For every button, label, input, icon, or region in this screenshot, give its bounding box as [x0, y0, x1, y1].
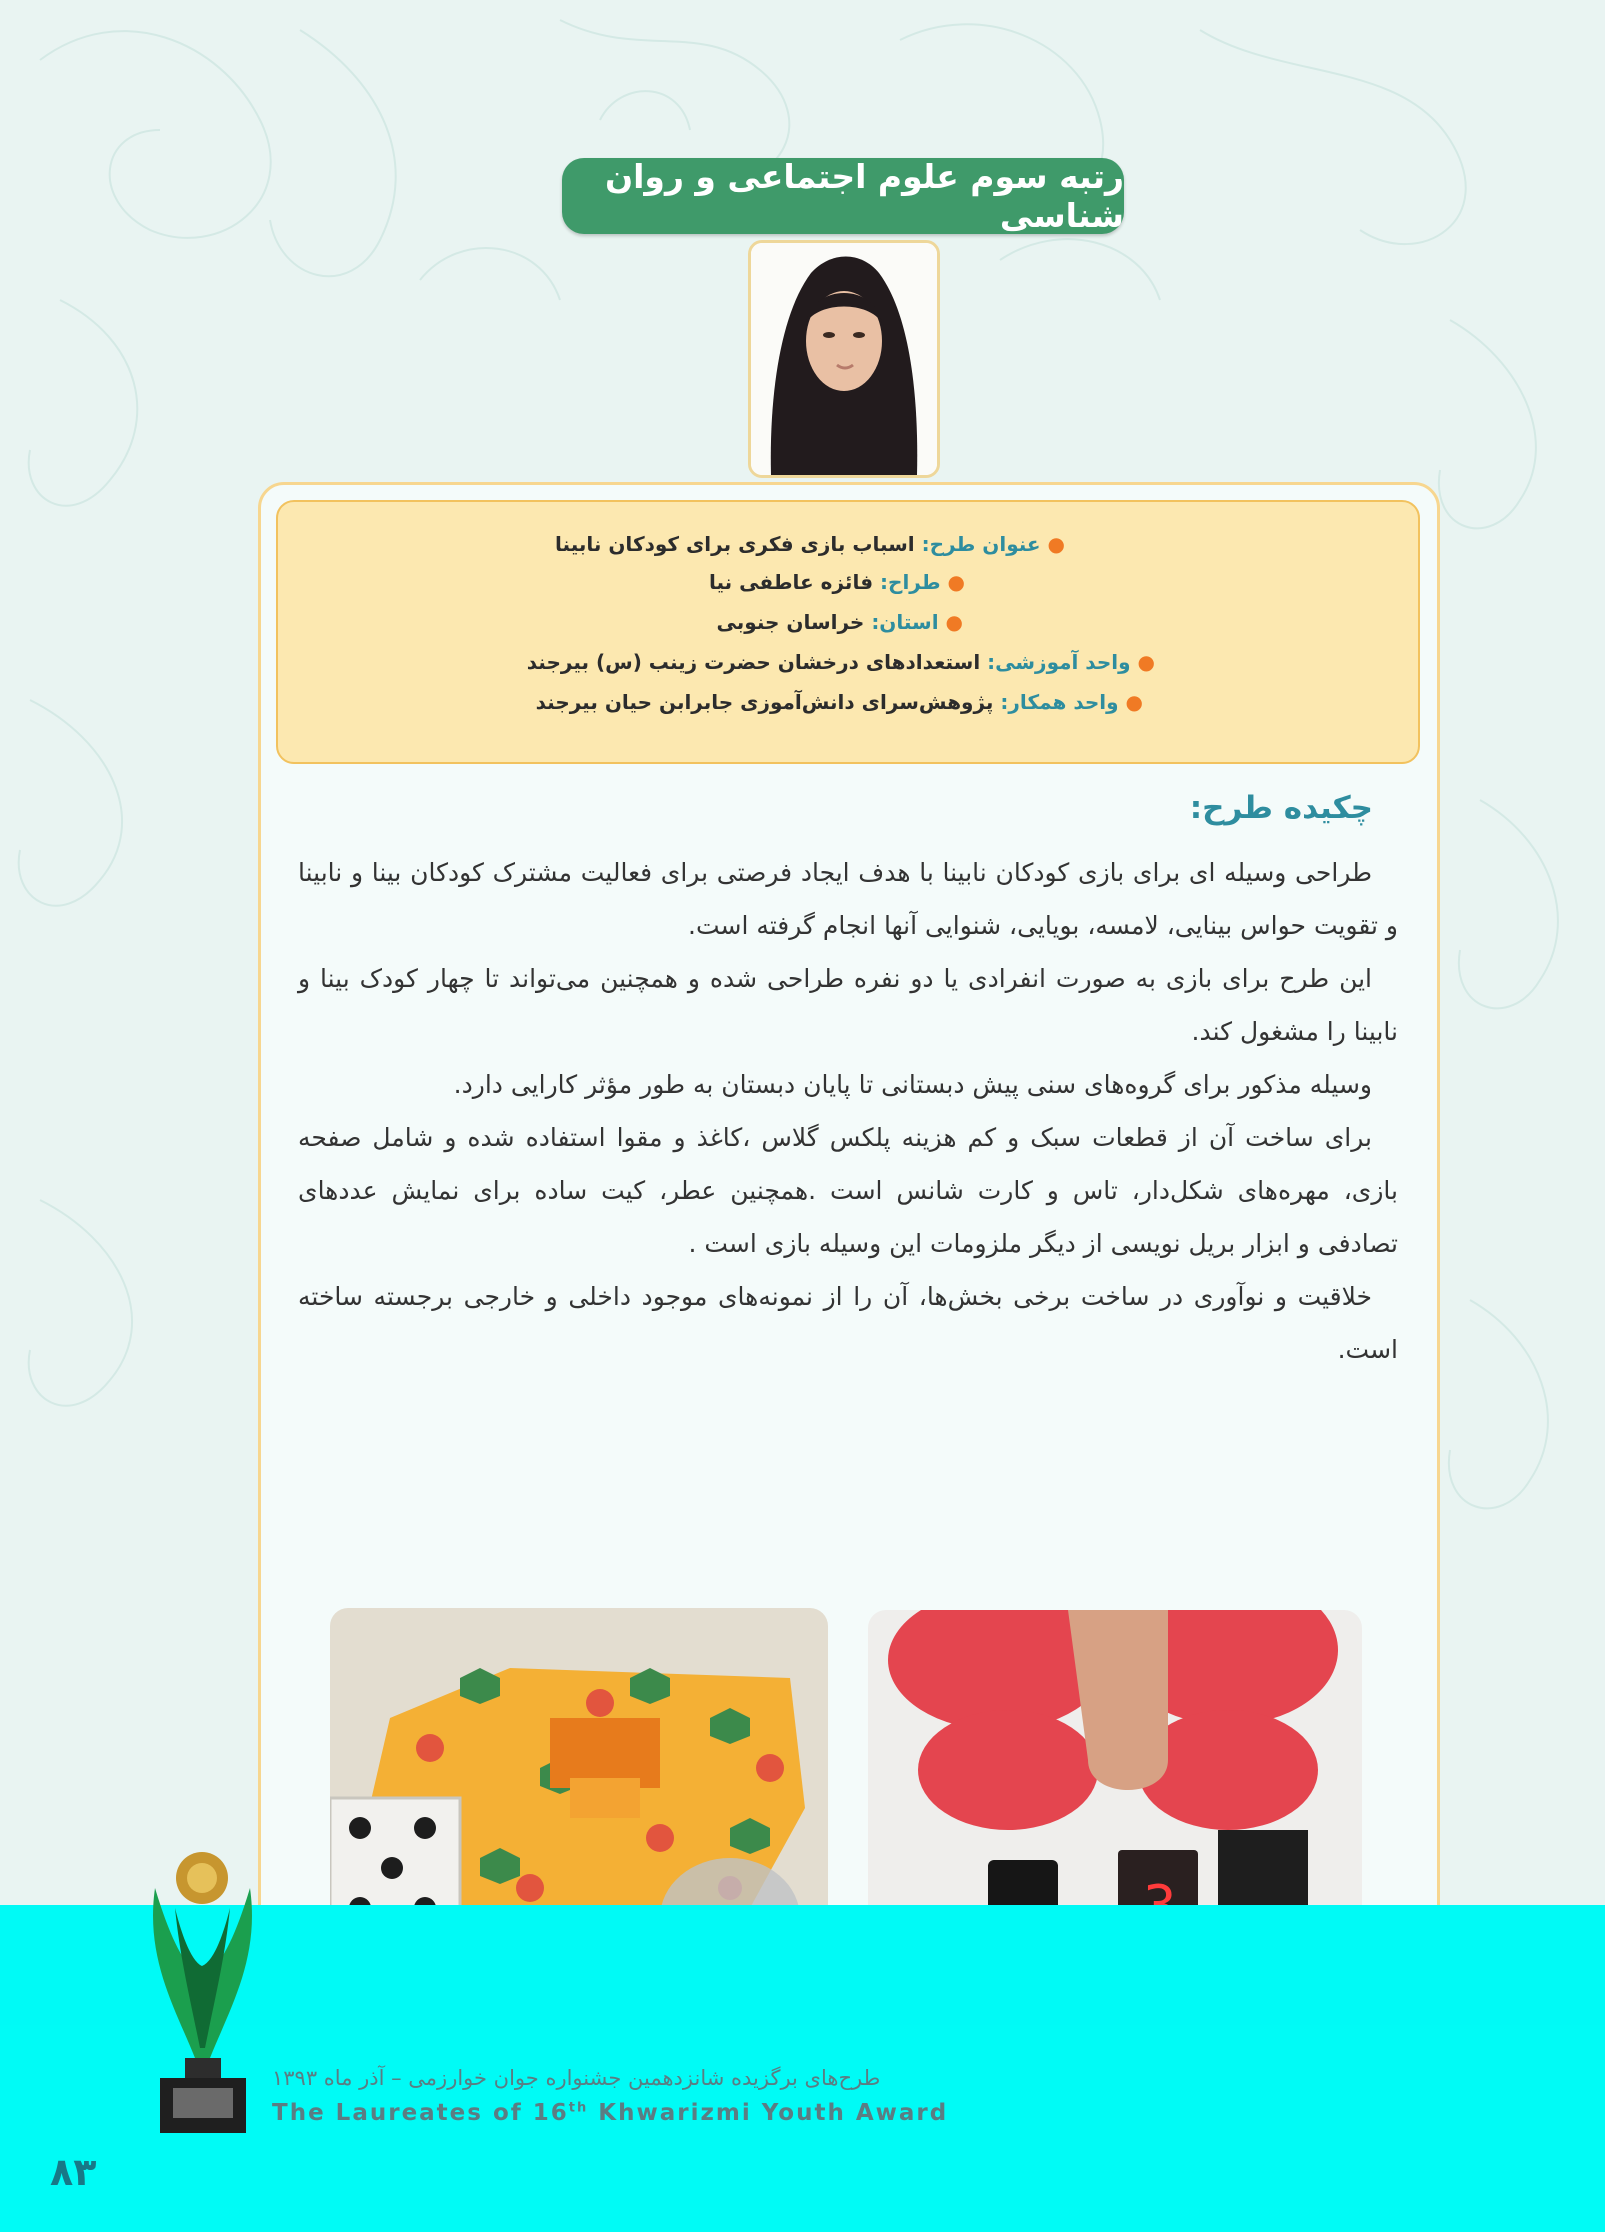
abstract-paragraph: خلاقیت و نوآوری در ساخت برخی بخش‌ها، آن را از نمونه‌های موجود داخلی و خارجی برجسته ساخته است.: [298, 1282, 1398, 1364]
abstract-paragraph: وسیله مذکور برای گروه‌های سنی پیش دبستانی تا پایان دبستان به طور مؤثر کارایی دارد.: [453, 1070, 1372, 1099]
abstract-paragraph: برای ساخت آن از قطعات سبک و کم هزینه پلکس گلاس ،کاغذ و مقوا استفاده شده و شامل صفحه بازی، مهره‌های شکل‌دار، تاس و کارت شانس است .همچنین عطر، کیت ساده برای نمایش عددهای تصادفی و ابزار بریل نویسی از دیگر ملزومات این وسیله بازی است .: [298, 1123, 1398, 1258]
info-province: ● استان: خراسان جنوبی: [716, 610, 963, 634]
trophy-icon: [145, 1848, 260, 2138]
info-school: ● واحد آموزشی: استعدادهای درخشان حضرت زینب (س) بیرجند: [526, 650, 1155, 674]
page-number: ۸۳: [50, 2150, 97, 2194]
abstract-paragraph: طراحی وسیله ای برای بازی کودکان نابینا با هدف ایجاد فرصتی برای فعالیت مشترک کودکان بینا و نابینا و تقویت حواس بینایی، لامسه، بویایی، شنوایی آنها انجام گرفته است.: [298, 858, 1398, 940]
abstract-body: [298, 846, 1398, 1376]
bullet-icon: ●: [1040, 532, 1065, 556]
bullet-icon: ●: [1118, 690, 1143, 714]
rank-title-banner: [562, 158, 1124, 234]
designer-portrait: [748, 240, 940, 478]
info-title: ● عنوان طرح: اسباب بازی فکری برای کودکان نابینا: [555, 532, 1065, 556]
footer-persian-title: طرح‌های برگزیده شانزدهمین جشنواره جوان خوارزمی – آذر ماه ۱۳۹۳: [272, 2066, 881, 2090]
info-designer: ● طراح: فائزه عاطفی نیا: [708, 570, 965, 594]
abstract-heading: چکیده طرح:: [1189, 790, 1373, 826]
rank-title: رتبه سوم علوم اجتماعی و روان شناسی: [604, 157, 1124, 235]
footer-english-title: The Laureates of 16th Khwarizmi Youth Award: [272, 2100, 949, 2126]
abstract-paragraph: این طرح برای بازی به صورت انفرادی یا دو نفره طراحی شده و همچنین می‌تواند تا چهار کودک بینا و نابینا را مشغول کند.: [298, 964, 1398, 1046]
bullet-icon: ●: [938, 610, 963, 634]
bullet-icon: ●: [940, 570, 965, 594]
bullet-icon: ●: [1130, 650, 1155, 674]
info-partner: ● واحد همکار: پژوهش‌سرای دانش‌آموزی جابرابن حیان بیرجند: [535, 690, 1143, 714]
